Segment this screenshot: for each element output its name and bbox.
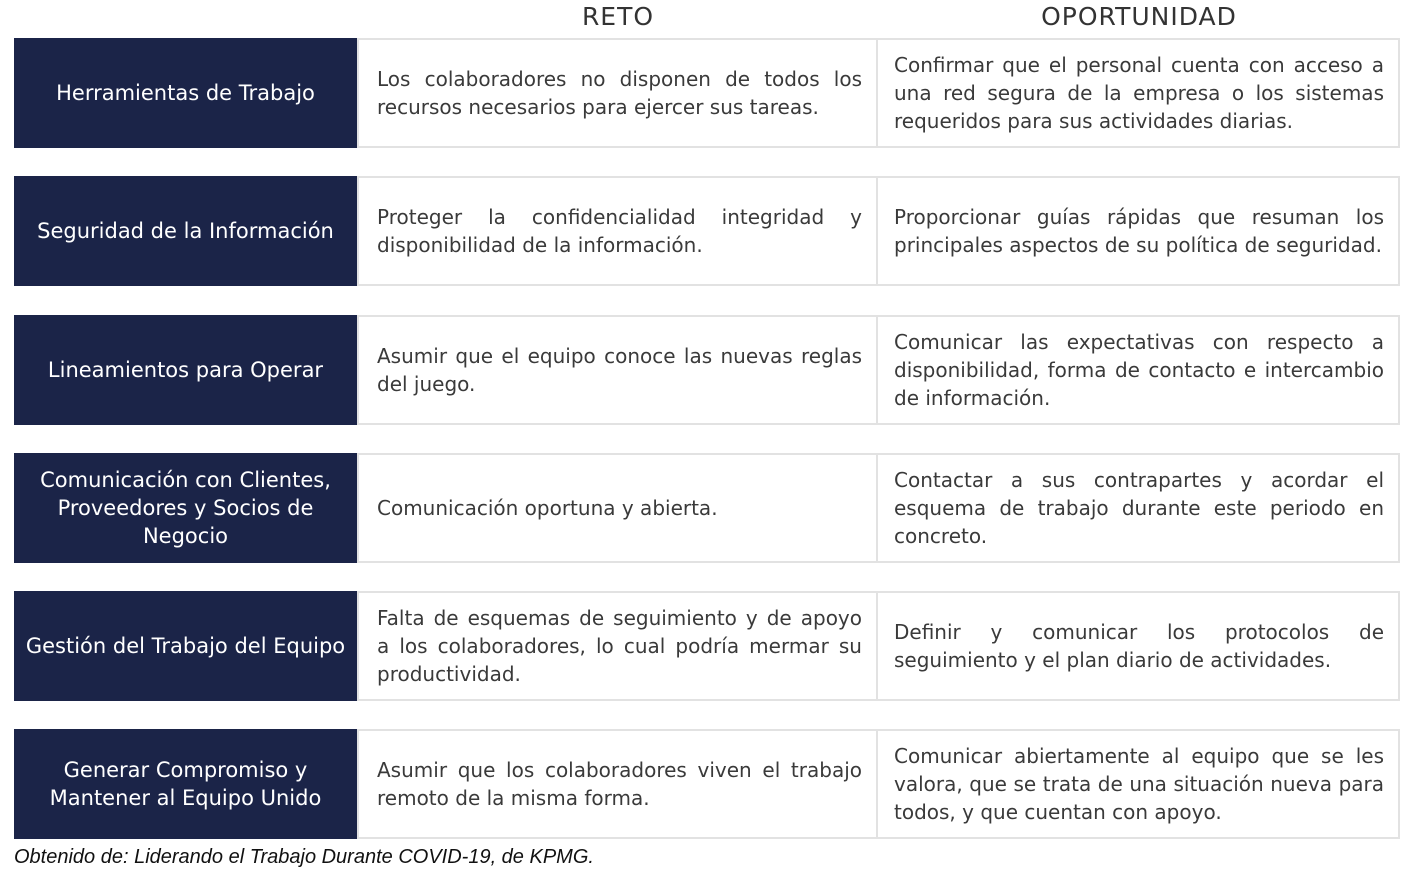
table-row <box>14 729 1400 839</box>
oportunidad-text: Comunicar abiertamente al equipo que se les valora, que se trata de una situación nueva para todos, y que cuentan con apoyo. <box>894 744 1384 824</box>
oportunidad-cell <box>878 38 1400 148</box>
oportunidad-cell <box>878 729 1400 839</box>
row-label: Generar Compromiso y Mantener al Equipo Unido <box>14 729 357 839</box>
table-row <box>14 315 1400 425</box>
reto-text: Falta de esquemas de seguimiento y de apoyo a los colaboradores, lo cual podría mermar su productividad. <box>377 606 862 686</box>
row-label: Gestión del Trabajo del Equipo <box>14 591 357 701</box>
reto-cell <box>357 453 878 563</box>
reto-cell <box>357 591 878 701</box>
reto-cell <box>357 729 878 839</box>
reto-cell <box>357 38 878 148</box>
reto-text: Comunicación oportuna y abierta. <box>377 496 718 520</box>
oportunidad-text: Definir y comunicar los protocolos de seguimiento y el plan diario de actividades. <box>894 620 1384 672</box>
table-row <box>14 176 1400 286</box>
reto-text: Asumir que los colaboradores viven el trabajo remoto de la misma forma. <box>377 758 862 810</box>
oportunidad-text: Comunicar las expectativas con respecto a disponibilidad, forma de contacto e intercambio de información. <box>894 330 1384 410</box>
header-reto: RETO <box>581 2 655 31</box>
oportunidad-cell <box>878 176 1400 286</box>
header-oportunidad: OPORTUNIDAD <box>1041 2 1237 31</box>
oportunidad-cell <box>878 591 1400 701</box>
row-label: Herramientas de Trabajo <box>14 38 357 148</box>
oportunidad-text: Proporcionar guías rápidas que resuman los principales aspectos de su política de seguridad. <box>894 205 1384 257</box>
source-caption: Obtenido de: Liderando el Trabajo Durante COVID-19, de KPMG. <box>14 846 594 868</box>
row-label: Comunicación con Clientes, Proveedores y Socios de Negocio <box>14 453 357 563</box>
oportunidad-cell <box>878 453 1400 563</box>
reto-text: Asumir que el equipo conoce las nuevas reglas del juego. <box>377 344 862 396</box>
table-row <box>14 591 1400 701</box>
reto-text: Los colaboradores no disponen de todos los recursos necesarios para ejercer sus tareas. <box>377 67 862 119</box>
table-row <box>14 453 1400 563</box>
reto-cell <box>357 176 878 286</box>
oportunidad-cell <box>878 315 1400 425</box>
row-label: Lineamientos para Operar <box>14 315 357 425</box>
reto-cell <box>357 315 878 425</box>
row-label: Seguridad de la Información <box>14 176 357 286</box>
reto-text: Proteger la confidencialidad integridad y disponibilidad de la información. <box>377 205 862 257</box>
oportunidad-text: Confirmar que el personal cuenta con acceso a una red segura de la empresa o los sistemas requeridos para sus actividades diarias. <box>894 53 1384 133</box>
table-row <box>14 38 1400 148</box>
oportunidad-text: Contactar a sus contrapartes y acordar el esquema de trabajo durante este periodo en concreto. <box>894 468 1384 548</box>
